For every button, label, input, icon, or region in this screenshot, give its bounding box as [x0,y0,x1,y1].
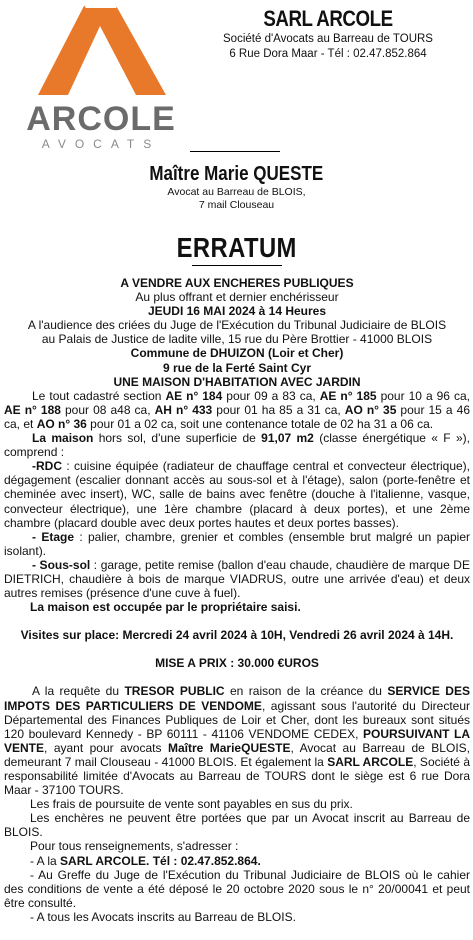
sale-street: 9 rue de la Ferté Saint Cyr [162,360,312,375]
erratum-block [0,232,473,266]
firm-line-2: 6 Rue Dora Maar - Tél : 02.47.852.864 [229,48,427,60]
lawyer-line-1: Avocat au Barreau de BLOIS, [167,186,306,198]
lawyer-name: Maître Marie QUESTE [149,163,324,185]
requete-paragraph: A la requête du TRESOR PUBLIC en raison de la créance du SERVICE DES IMPOTS DES PARTICULIERS DE VENDOME, agissant sous l'autorité du Directeur Départemental des Finances Publiques de Loir et Cher, dont les bureaux sont situés 120 boulevard Kennedy - BP 60111 - 41106 VENDOME CEDEX, POURSUIVANT LA VENTE, ayant pour avocats Maître MarieQUESTE, Avocat au Barreau de BLOIS, demeurant 7 mail Clouseau - 41000 BLOIS. Et également la SARL ARCOLE, Société à responsabilité limitée d'Avocats au Barreau de TOURS dont le siège est 6 rue Dora Maar - 37100 TOURS. [4,684,471,798]
firm-header [192,6,464,62]
contact-greffe: - Au Greffe du Juge de l'Exécution du Tribunal Judiciaire de BLOIS où le cahier des conditions de vente a été déposé le 20 octobre 2020 sous le n° 20/00041 et peut être consulté. [4,867,470,910]
erratum-underline [192,265,282,266]
sale-heading: A VENDRE AUX ENCHERES PUBLIQUES [120,276,354,290]
mise-a-prix: MISE A PRIX : 30.000 €UROS [155,656,319,671]
arcole-logo [12,0,190,150]
occupancy-line: La maison est occupée par le propriétaire saisi. [30,600,301,615]
visits-line: Visites sur place: Mercredi 24 avril 2024 à 10H, Vendredi 26 avril 2024 à 14H. [20,628,454,643]
sale-court-1: A l'audience des criées du Juge de l'Exécution du Tribunal Judiciaire de BLOIS [27,318,447,333]
divider [190,151,280,152]
sale-commune: Commune de DHUIZON (Loir et Cher) [130,346,344,361]
erratum-title: ERRATUM [176,232,297,263]
encheres-paragraph: Les enchères ne peuvent être portées que par un Avocat inscrit au Barreau de BLOIS. [4,811,470,840]
frais-line: Les frais de poursuite de vente sont payables en sus du prix. [30,797,353,812]
sale-date: JEUDI 16 MAI 2024 à 14 Heures [147,304,327,319]
contact-arcole: - A la SARL ARCOLE. Tél : 02.47.852.864. [30,853,261,868]
rdc-paragraph: -RDC : cuisine équipée (radiateur de chauffage central et convecteur électrique), dégagement (escalier donnant accès au sous-sol et à l'étage), salon (porte-fenêtre et cheminée avec insert), WC, salle de bains avec fenêtre (douche à l'italienne, vasque, convecteur électrique), une 1ère chambre (placard à deux portes), et une 2ème chambre (placard double avec deux portes hautes et deux portes basses). [4,459,470,530]
logo-subtext: AVOCATS [41,137,161,150]
maison-paragraph: La maison hors sol, d'une superficie de 91,07 m2 (classe énergétique « F »), comprend : [4,431,470,460]
firm-line-1: Société d'Avocats au Barreau de TOURS [223,33,433,45]
notice-body [4,276,470,924]
lawyer-line-2: 7 mail Clouseau [198,199,275,211]
lawyer-block [0,163,473,212]
sale-offer: Au plus offrant et dernier enchérisseur [135,290,339,305]
sale-property: UNE MAISON D'HABITATION AVEC JARDIN [113,374,361,389]
sale-court-2: au Palais de Justice de ladite ville, 15 rue du Père Brottier - 41000 BLOIS [41,332,433,347]
renseignements-line: Pour tous renseignements, s'adresser : [30,839,239,854]
etage-paragraph: - Etage : palier, chambre, grenier et combles (ensemble brut malgré un papier isolant). [4,529,470,558]
firm-name: SARL ARCOLE [263,6,393,31]
contact-avocats: - A tous les Avocats inscrits au Barreau de BLOIS. [30,909,296,924]
logo-word: ARCOLE [26,100,176,138]
logo-chevron-icon [38,2,166,95]
soussol-paragraph: - Sous-sol : garage, petite remise (ballon d'eau chaude, chaudière de marque DE DIETRICH, chaudière à bois de marque VIADRUS, outre une arrivée d'eau) et deux autres remises (présence d'une cuve à fuel). [4,557,470,601]
cadastre-paragraph: Le tout cadastré section AE n° 184 pour 09 a 83 ca, AE n° 185 pour 10 a 96 ca, AE n° 188 pour 08 a48 ca, AH n° 433 pour 01 ha 85 a 31 ca, AO n° 35 pour 15 a 46 ca, et AO n° 36 pour 01 a 02 ca, soit une contenance totale de 02 ha 31 a 06 ca. [4,388,470,431]
